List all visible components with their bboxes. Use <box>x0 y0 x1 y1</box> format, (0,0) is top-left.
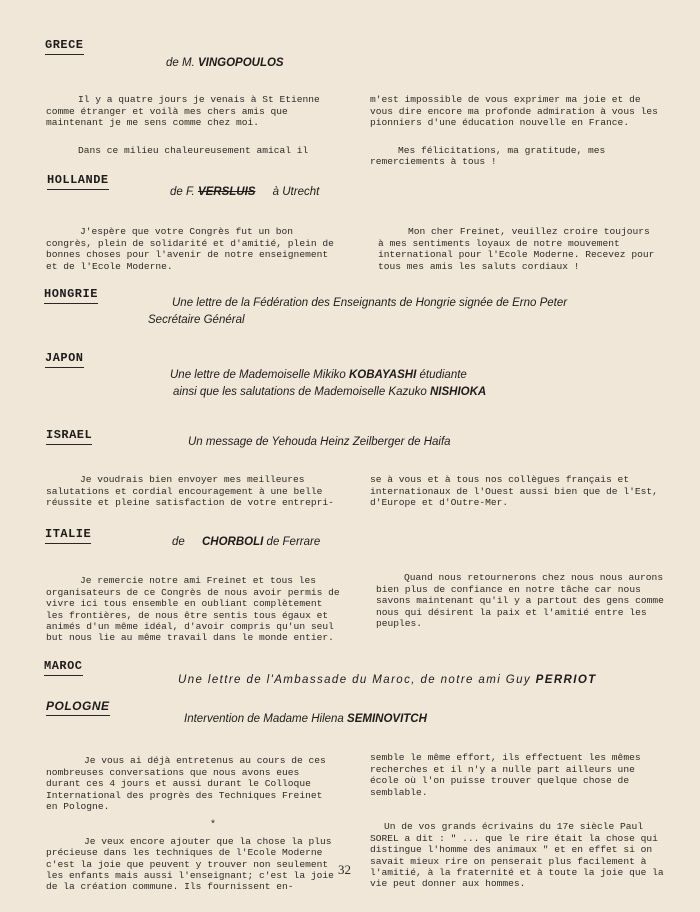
byline-suffix: de Ferrare <box>266 536 321 548</box>
paragraph: Je vous ai déjà entretenus au cours de ces nombreuses conversations que nous avons eues durant ces 4 jours et aussi durant le Colloque International des progrès des Techniques Freinet en Pologne. <box>46 755 326 813</box>
text-column-right-italie <box>376 561 666 641</box>
paragraph: se à vous et à tous nos collègues français et internationaux de l'Ouest aussi bien que de l'Est, d'Europe et d'Outre-Mer. <box>370 474 658 509</box>
paragraph: Il y a quatre jours je venais à St Etienne comme étranger et voilà mes chers amis que maintenant je me sens comme chez moi. <box>46 94 320 129</box>
byline-hollande <box>170 186 319 198</box>
byline-prefix: de M. <box>166 57 195 69</box>
paragraph: semble le même effort, ils effectuent les mêmes recherches et il n'y a nulle part ailleurs une école où l'on puisse trouver quelque chose de semblable. <box>370 752 641 798</box>
text-column-left-israel <box>46 463 338 520</box>
text-column-left-grece <box>46 83 342 168</box>
byline-prefix: de F. <box>170 186 195 198</box>
maroc-line-name: PERRIOT <box>535 674 597 686</box>
asterisk-mark: * <box>210 820 217 831</box>
japon-line-2-prefix: ainsi que les salutations de Mademoiselle Kazuko <box>173 386 427 398</box>
text-column-right-pologne <box>370 741 664 901</box>
paragraph: Quand nous retournerons chez nous nous aurons bien plus de confiance en notre tâche car nous savons maintenant qu'il y a partout des gens comme nous qui désirent la paix et l'amitié entre les peuples. <box>376 572 664 630</box>
byline-israel: Un message de Yehouda Heinz Zeilberger de Haifa <box>188 436 451 448</box>
paragraph: Dans ce milieu chaleureusement amical il <box>78 145 309 157</box>
byline-suffix: à Utrecht <box>272 186 320 198</box>
japon-line-2-name: NISHIOKA <box>430 386 487 398</box>
section-heading-israel: ISRAEL <box>46 428 92 445</box>
japon-line-1-suffix: étudiante <box>419 369 467 381</box>
paragraph: J'espère que votre Congrès fut un bon congrès, plein de solidarité et d'amitié, plein de bonnes choses pour l'avenir de notre enseignement et de l'Ecole Moderne. <box>46 226 334 272</box>
text-column-right-hollande <box>378 215 660 283</box>
paragraph: Mon cher Freinet, veuillez croire toujours à mes sentiments loyaux de notre mouvement international pour l'Ecole Moderne. Recevez pour tous mes amis les saluts cordiaux ! <box>378 226 655 272</box>
byline-name: CHORBOLI <box>202 536 264 548</box>
section-heading-maroc: MAROC <box>44 659 83 676</box>
byline-prefix: Intervention de Madame Hilena <box>184 713 344 725</box>
byline-italie <box>172 536 320 548</box>
text-column-right-israel <box>370 463 660 520</box>
section-heading-hongrie: HONGRIE <box>44 287 98 304</box>
paragraph: Un de vos grands écrivains du 17e siècle Paul SOREL a dit : " ... que le rire était la chose qui distingue l'homme des animaux " et en effet si on savait mieux rire on penserait plus facilement à l'amitié, à la fraternité et à toute la joie que la vie peut donner aux hommes. <box>370 821 664 890</box>
section-heading-italie: ITALIE <box>45 527 91 544</box>
text-column-right-grece <box>370 83 666 179</box>
byline-grece <box>166 57 284 69</box>
section-heading-pologne: POLOGNE <box>46 699 110 716</box>
section-heading-japon: JAPON <box>45 351 84 368</box>
byline-pologne <box>184 713 427 725</box>
byline-prefix: de <box>172 536 185 548</box>
hongrie-line-2: Secrétaire Général <box>148 314 245 326</box>
japon-line-1 <box>170 369 467 381</box>
text-column-left-italie <box>46 564 342 655</box>
paragraph: Je veux encore ajouter que la chose la plus précieuse dans les techniques de l'Ecole Moderne c'est la joie que peuvent y trouver non seulement les enfants mais aussi l'enseignant; c'est la joie de la création commune. Ils fournissent en- <box>46 835 334 893</box>
byline-name: SEMINOVITCH <box>347 713 427 725</box>
section-heading-hollande: HOLLANDE <box>47 173 109 190</box>
japon-line-2 <box>173 386 486 398</box>
hongrie-line-1: Une lettre de la Fédération des Enseignants de Hongrie signée de Erno Peter <box>172 297 568 309</box>
byline-name: VERSLUIS <box>197 186 256 198</box>
paragraph: Je remercie notre ami Freinet et tous les organisateurs de ce Congrès de nous avoir permis de vivre ici tous ensemble en oubliant complètement les frontières, de nous être sentis tous égaux et animés d'un même idéal, d'avoir compris qu'un seul but nous lie au même travail dans le monde entier. <box>46 575 340 644</box>
byline-name: VINGOPOULOS <box>197 57 284 69</box>
japon-line-1-prefix: Une lettre de Mademoiselle Mikiko <box>170 369 346 381</box>
maroc-line <box>178 674 597 686</box>
paragraph: Mes félicitations, ma gratitude, mes remerciements à tous ! <box>370 145 606 168</box>
page-number: 32 <box>338 862 351 877</box>
japon-line-1-name: KOBAYASHI <box>348 369 417 381</box>
maroc-line-prefix: Une lettre de l'Ambassade du Maroc, de notre ami Guy <box>178 674 532 686</box>
text-column-left-hollande <box>46 215 338 283</box>
text-column-left-pologne <box>46 744 338 904</box>
paragraph: m'est impossible de vous exprimer ma joie et de vous dire encore ma profonde admiration à vous les pionniers d'une éducation nouvelle en France. <box>370 94 658 129</box>
paragraph: Je voudrais bien envoyer mes meilleures salutations et cordial encouragement à une belle réussite et pleine satisfaction de votre entrepri- <box>46 474 334 509</box>
section-heading-grece: GRECE <box>45 38 84 55</box>
